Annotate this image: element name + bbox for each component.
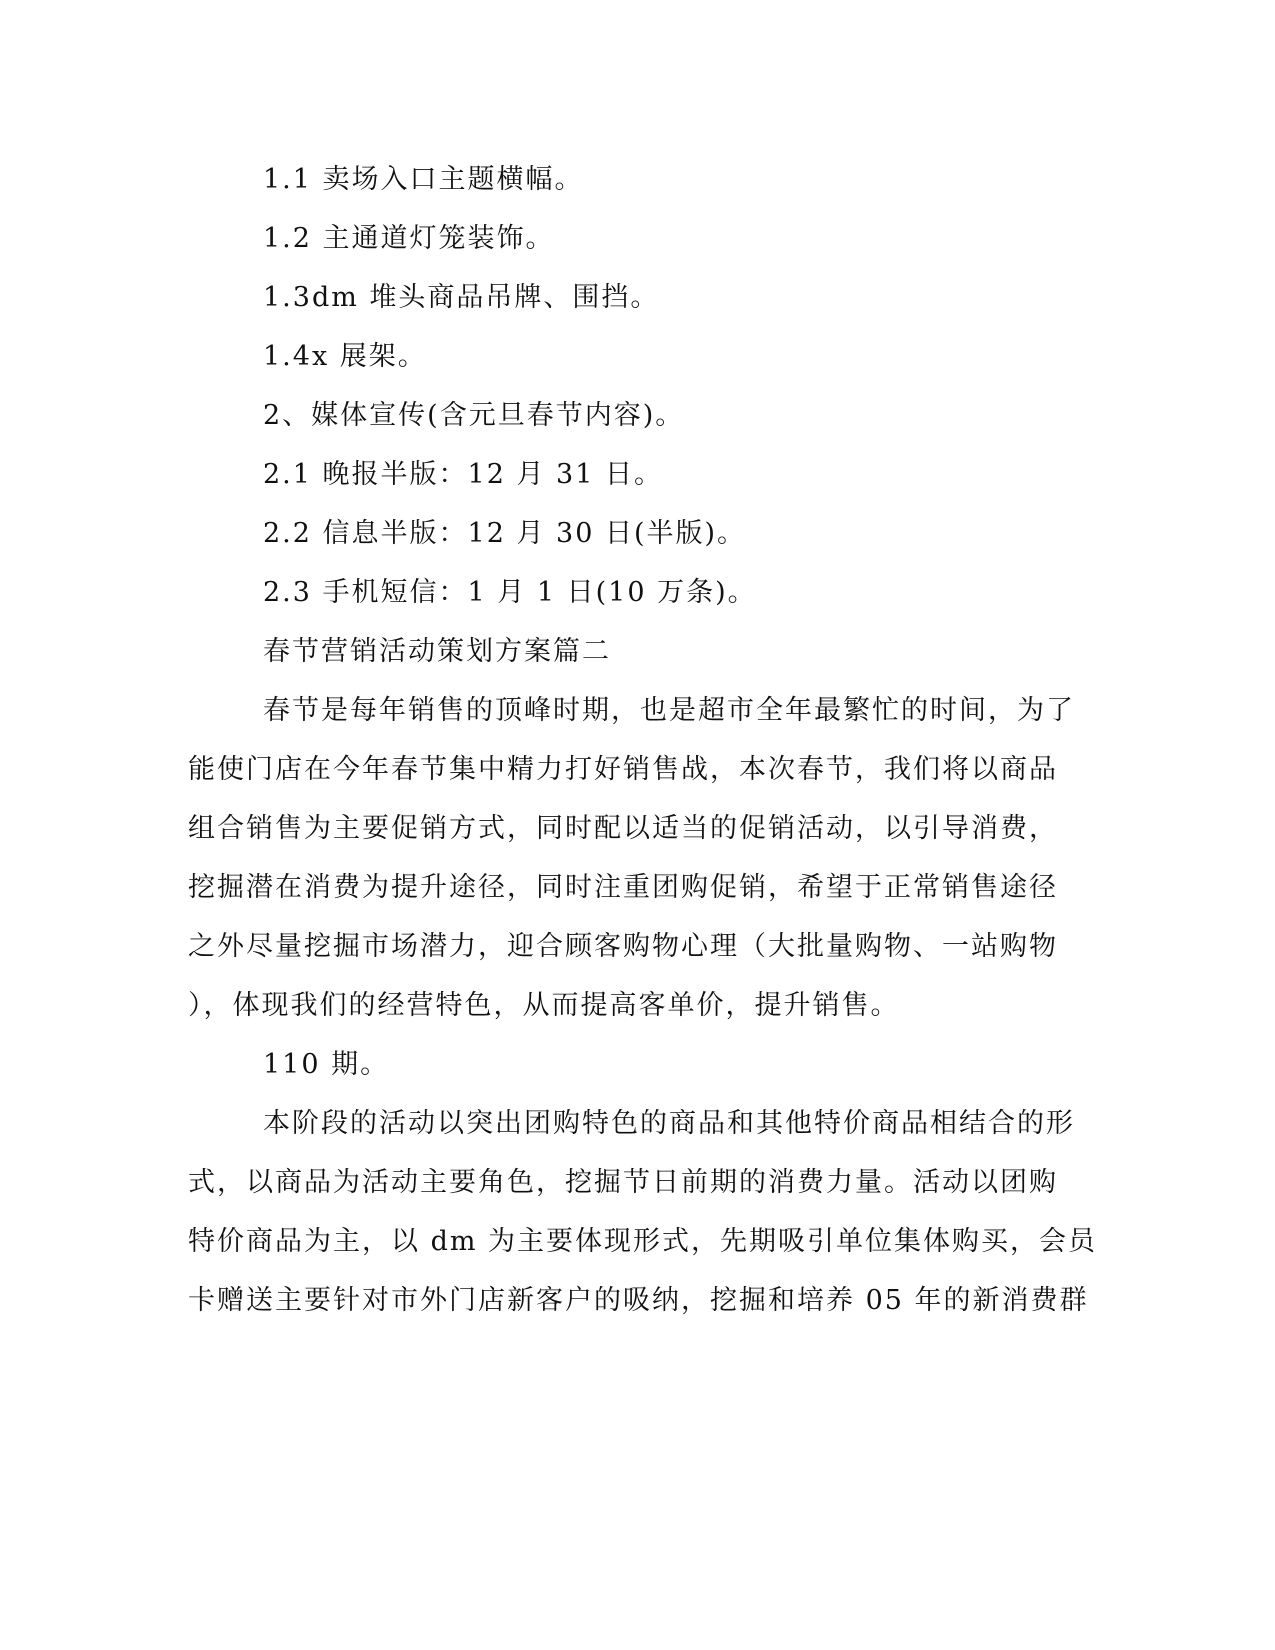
paragraph-line: 春节是每年销售的顶峰时期，也是超市全年最繁忙的时间，为了 (263, 695, 1075, 726)
period-label: 110 期。 (263, 1049, 390, 1080)
list-item-1-3: 1.3dm 堆头商品吊牌、围挡。 (263, 282, 660, 313)
paragraph-line: 挖掘潜在消费为提升途径，同时注重团购促销，希望于正常销售途径 (188, 872, 1058, 903)
paragraph-line: ），体现我们的经营特色，从而提高客单价，提升销售。 (188, 990, 900, 1021)
paragraph-line: 组合销售为主要促销方式，同时配以适当的促销活动，以引导消费， (188, 813, 1058, 844)
paragraph-line: 本阶段的活动以突出团购特色的商品和其他特价商品相结合的形 (263, 1108, 1075, 1139)
list-item-2-3: 2.3 手机短信：1 月 1 日(10 万条)。 (263, 577, 757, 608)
list-item-1-1: 1.1 卖场入口主题横幅。 (263, 164, 584, 195)
list-item-1-2: 1.2 主通道灯笼装饰。 (263, 223, 555, 254)
list-item-1-4: 1.4x 展架。 (263, 341, 427, 372)
section-title: 春节营销活动策划方案篇二 (263, 636, 611, 667)
paragraph-line: 卡赠送主要针对市外门店新客户的吸纳，挖掘和培养 05 年的新消费群 (188, 1285, 1089, 1316)
list-item-2-2: 2.2 信息半版：12 月 30 日(半版)。 (263, 518, 747, 549)
paragraph-line: 之外尽量挖掘市场潜力，迎合顾客购物心理（大批量购物、一站购物 (188, 931, 1058, 962)
paragraph-line: 式，以商品为活动主要角色，挖掘节日前期的消费力量。活动以团购 (188, 1167, 1058, 1198)
list-item-2-1: 2.1 晚报半版：12 月 31 日。 (263, 459, 663, 490)
section-heading-media: 2、媒体宣传(含元旦春节内容)。 (263, 400, 685, 431)
paragraph-line: 特价商品为主，以 dm 为主要体现形式，先期吸引单位集体购买，会员 (188, 1226, 1098, 1257)
paragraph-line: 能使门店在今年春节集中精力打好销售战，本次春节，我们将以商品 (188, 754, 1058, 785)
